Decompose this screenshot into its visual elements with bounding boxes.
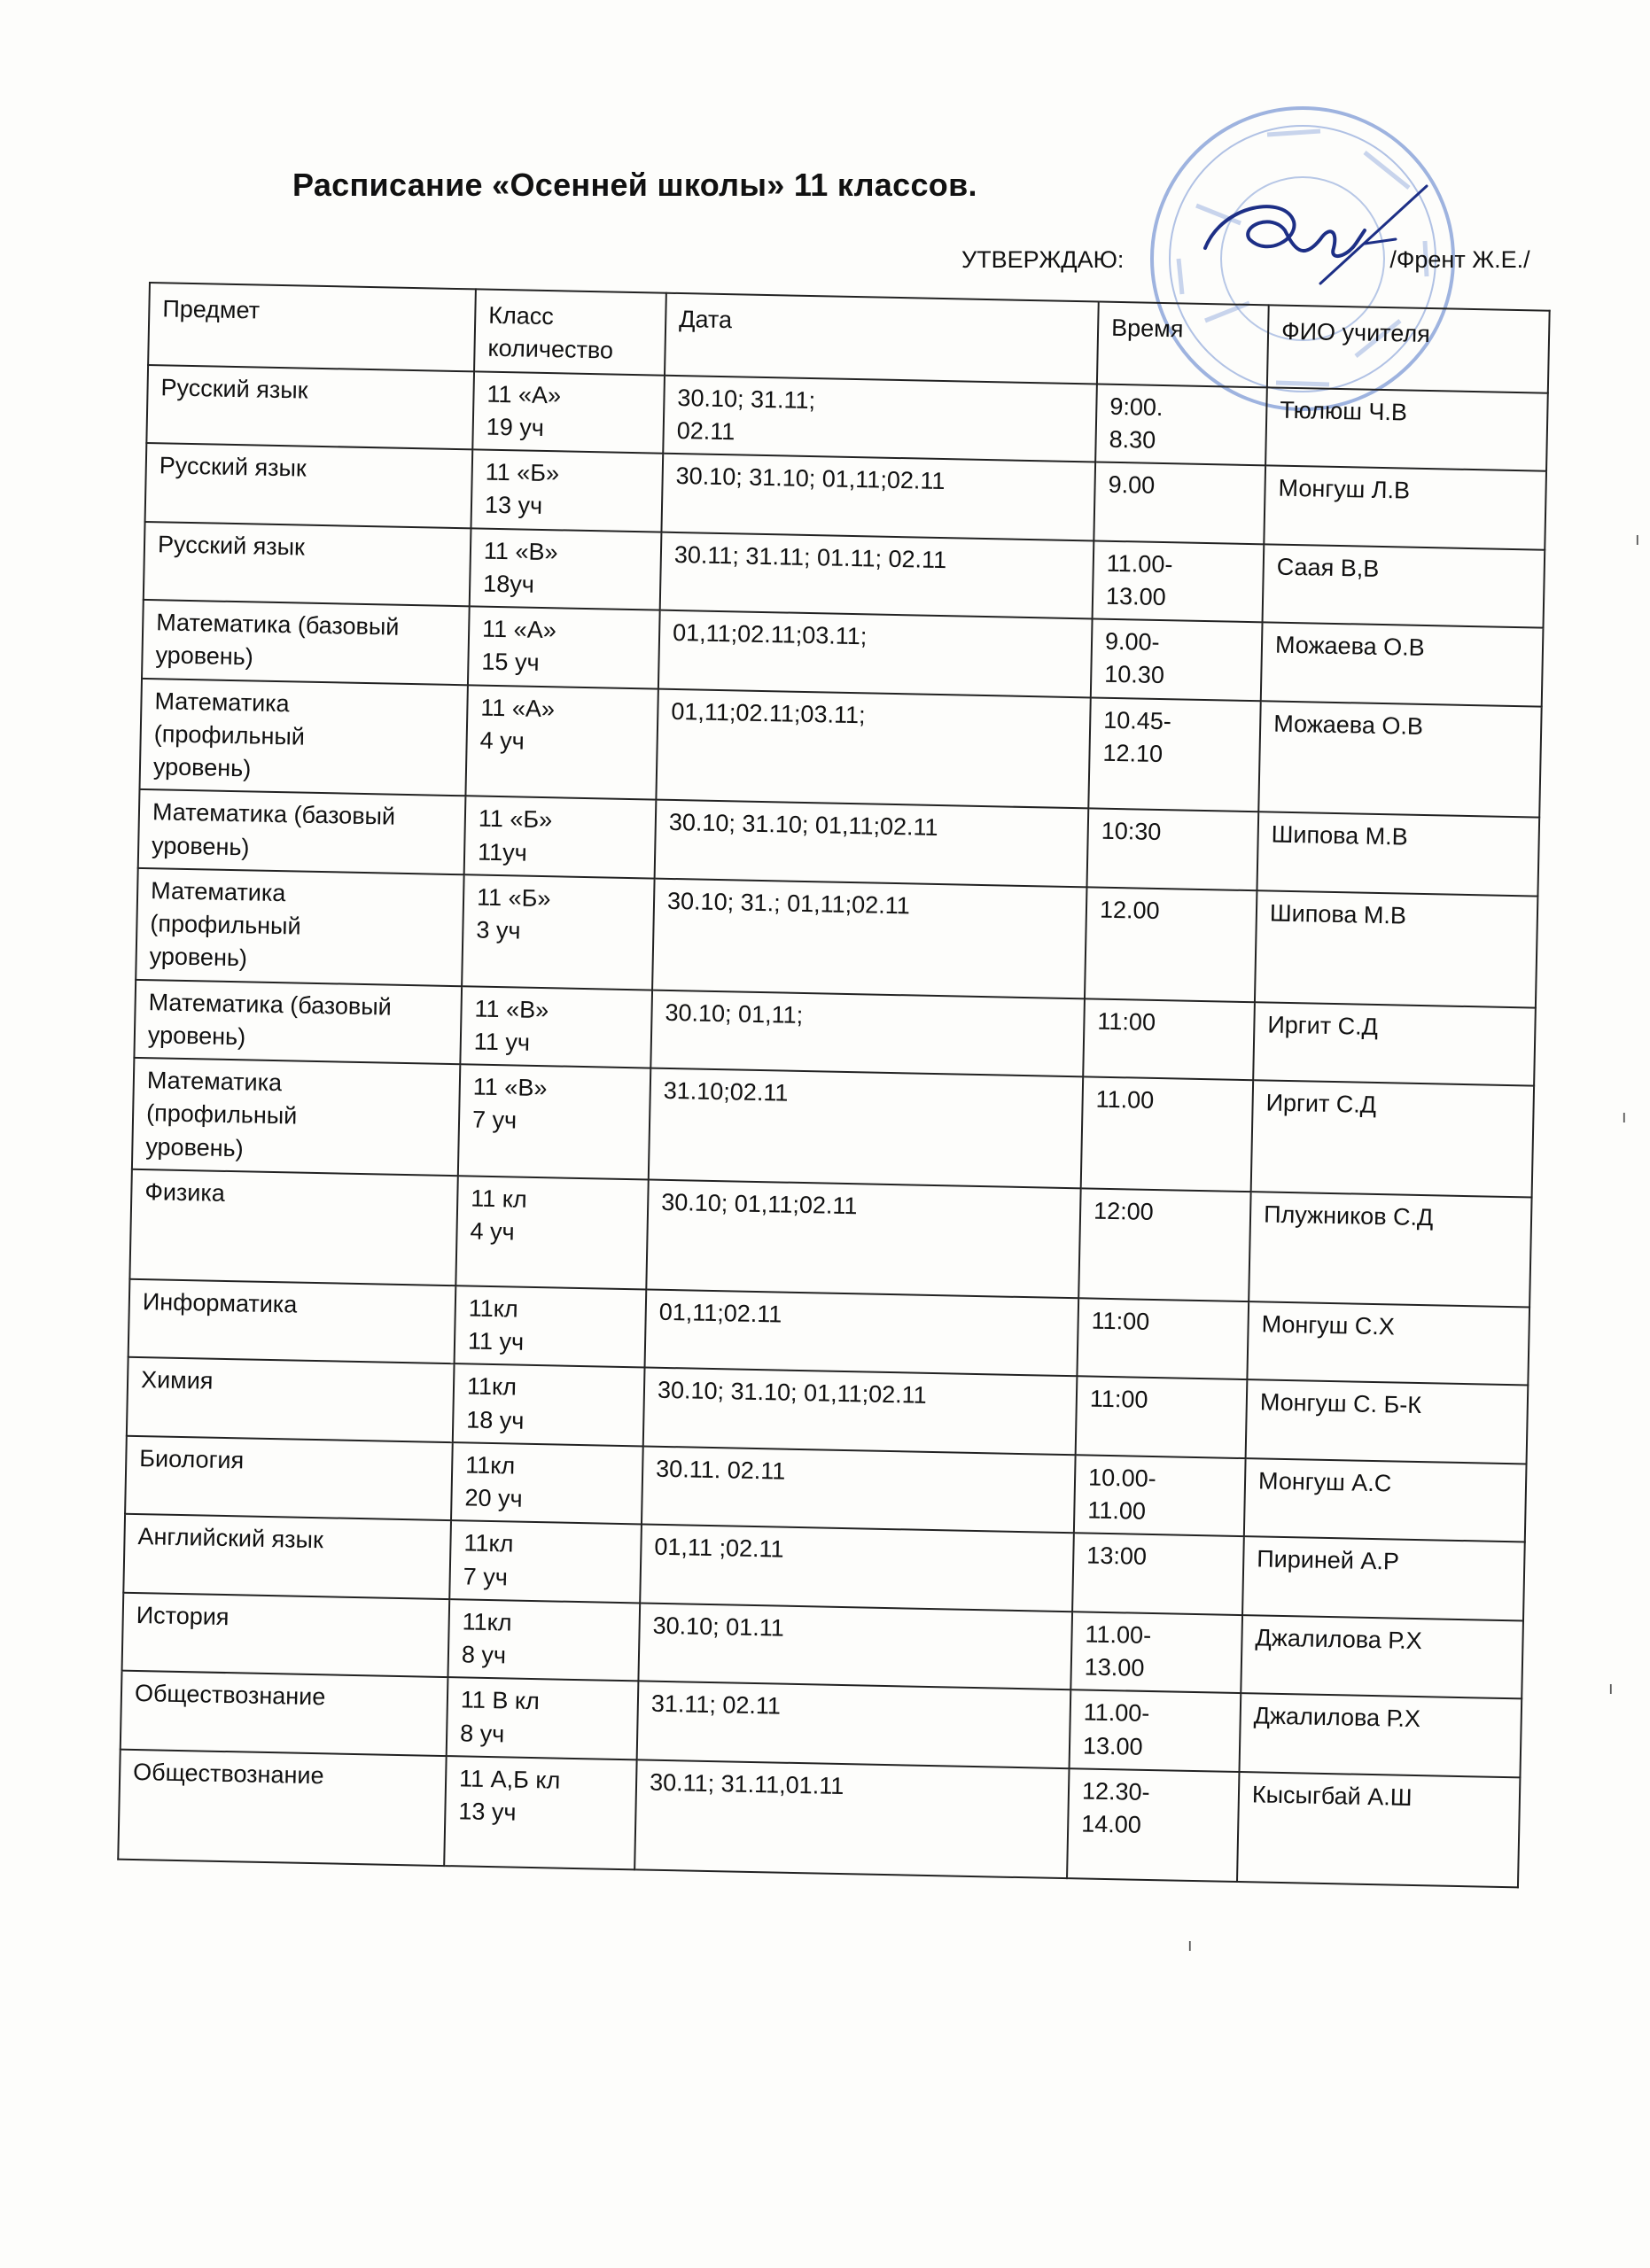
cell-time bbox=[1067, 1768, 1239, 1882]
cell-subject bbox=[129, 1169, 457, 1285]
cell-class-line: 11кл bbox=[466, 1372, 518, 1401]
cell-class-line: 11 «Б» bbox=[476, 883, 551, 912]
cell-class bbox=[465, 685, 658, 800]
cell-subject-line: уровень) bbox=[145, 1132, 244, 1161]
cell-date-line: 31.11; 02.11 bbox=[650, 1689, 782, 1720]
cell-time bbox=[1094, 462, 1265, 543]
cell-time bbox=[1074, 1455, 1246, 1536]
cell-time-line: 13:00 bbox=[1086, 1542, 1148, 1571]
cell-time-line: 11.00- bbox=[1083, 1698, 1150, 1728]
cell-date-line: 01,11;02.11;03.11; bbox=[672, 618, 868, 650]
cell-teacher: Кысыгбай А.Ш bbox=[1237, 1772, 1520, 1887]
cell-class-line: 15 уч bbox=[481, 648, 540, 677]
cell-teacher: Джалилова Р.Х bbox=[1239, 1693, 1522, 1777]
cell-subject bbox=[144, 521, 471, 606]
cell-subject bbox=[136, 868, 463, 986]
cell-date-line: 30.10; 31.; 01,11;02.11 bbox=[666, 887, 911, 920]
cell-time bbox=[1070, 1689, 1241, 1771]
cell-date-line: 01,11;02.11;03.11; bbox=[671, 697, 866, 728]
cell-date bbox=[650, 990, 1085, 1076]
cell-subject-line: уровень) bbox=[151, 831, 250, 860]
cell-class bbox=[448, 1599, 640, 1682]
cell-time-line: 13.00 bbox=[1084, 1653, 1145, 1682]
cell-time-line: 12:00 bbox=[1093, 1197, 1155, 1225]
cell-time-line: 9.00 bbox=[1108, 470, 1156, 499]
cell-subject-line: уровень) bbox=[147, 1021, 246, 1051]
cell-subject bbox=[123, 1514, 451, 1599]
cell-class bbox=[472, 371, 665, 454]
cell-subject-line: (профильный bbox=[153, 719, 306, 750]
cell-subject-line: уровень) bbox=[149, 943, 248, 972]
col-header-date: Дата bbox=[665, 293, 1099, 384]
cell-date bbox=[646, 1179, 1080, 1298]
cell-time-line: 9.00- bbox=[1104, 627, 1160, 656]
cell-subject-line: Русский язык bbox=[157, 530, 306, 561]
cell-class-line: 11кл bbox=[464, 1451, 516, 1480]
cell-class-line: 8 уч bbox=[459, 1719, 505, 1747]
col-header-class-line2: количество bbox=[487, 334, 614, 364]
cell-teacher: Монгуш С. Б-К bbox=[1246, 1379, 1529, 1464]
cell-class bbox=[451, 1442, 643, 1525]
cell-time-line: 10.45- bbox=[1102, 706, 1172, 734]
cell-time-line: 11:00 bbox=[1089, 1385, 1148, 1414]
cell-class bbox=[471, 449, 663, 532]
col-header-time: Время bbox=[1097, 302, 1269, 387]
cell-time bbox=[1085, 887, 1257, 1002]
col-header-class-line1: Класс bbox=[488, 301, 555, 330]
cell-date bbox=[660, 532, 1094, 618]
cell-subject-line: Русский язык bbox=[160, 373, 308, 404]
cell-class-line: 11 «А» bbox=[480, 694, 556, 722]
cell-subject bbox=[134, 979, 462, 1064]
cell-class-line: 20 уч bbox=[464, 1484, 523, 1512]
cell-teacher: Тюлюш Ч.В bbox=[1265, 387, 1548, 471]
cell-class-line: 11 уч bbox=[473, 1028, 531, 1056]
cell-class-line: 19 уч bbox=[486, 413, 545, 441]
schedule-table bbox=[117, 282, 1550, 1888]
cell-time bbox=[1088, 697, 1260, 812]
margin-mark: ı bbox=[1622, 1107, 1627, 1127]
cell-class-line: 11 «А» bbox=[486, 380, 562, 408]
cell-class-line: 4 уч bbox=[479, 726, 525, 755]
cell-date bbox=[661, 454, 1095, 540]
cell-teacher: Можаева О.В bbox=[1258, 701, 1541, 818]
cell-time-line: 10.30 bbox=[1104, 660, 1165, 689]
cell-subject-line: Английский язык bbox=[137, 1523, 324, 1554]
cell-teacher: Пириней А.Р bbox=[1242, 1536, 1525, 1620]
cell-class-line: 11 «Б» bbox=[485, 458, 560, 487]
cell-time bbox=[1095, 384, 1267, 465]
cell-time-line: 10.00- bbox=[1087, 1464, 1156, 1492]
margin-mark: ı bbox=[1187, 1936, 1193, 1955]
cell-subject bbox=[145, 443, 473, 528]
cell-subject-line: История bbox=[136, 1601, 230, 1630]
cell-date-line: 01,11;02.11 bbox=[658, 1298, 782, 1328]
cell-date bbox=[652, 878, 1086, 998]
cell-time-line: 11.00- bbox=[1106, 549, 1173, 578]
cell-date-line: 30.10; 01.11 bbox=[652, 1612, 785, 1642]
cell-date-line: 30.10; 31.10; 01,11;02.11 bbox=[668, 809, 938, 842]
cell-time bbox=[1093, 540, 1265, 622]
cell-class-line: 7 уч bbox=[463, 1562, 509, 1590]
cell-date-line: 30.11; 31.11; 01.11; 02.11 bbox=[673, 540, 947, 573]
cell-teacher: Монгуш А.С bbox=[1244, 1458, 1527, 1542]
cell-subject-line: Информатика bbox=[142, 1287, 298, 1318]
cell-class-line: 18 уч bbox=[466, 1405, 525, 1434]
cell-time-line: 11:00 bbox=[1097, 1007, 1156, 1036]
cell-class-line: 11 «В» bbox=[483, 537, 558, 565]
cell-teacher: Джалилова Р.Х bbox=[1241, 1615, 1523, 1699]
cell-time-line: 10:30 bbox=[1101, 817, 1162, 846]
cell-date bbox=[663, 375, 1097, 462]
cell-teacher: Иргит С.Д bbox=[1253, 1002, 1536, 1086]
cell-date-line: 30.11; 31.11,01.11 bbox=[649, 1768, 844, 1799]
cell-subject-line: Математика bbox=[154, 687, 290, 717]
cell-time-line: 11.00- bbox=[1085, 1620, 1152, 1649]
cell-subject bbox=[121, 1671, 448, 1756]
cell-subject-line: уровень) bbox=[152, 753, 252, 782]
cell-class bbox=[460, 986, 652, 1068]
cell-time-line: 11.00 bbox=[1087, 1496, 1147, 1525]
cell-class-line: 11 «Б» bbox=[478, 804, 553, 834]
cell-time bbox=[1072, 1533, 1244, 1614]
cell-class-line: 11уч bbox=[477, 838, 528, 866]
cell-time bbox=[1070, 1612, 1242, 1693]
cell-time-line: 9:00. bbox=[1109, 392, 1164, 421]
cell-time bbox=[1087, 809, 1259, 890]
cell-class-line: 11 «В» bbox=[472, 1073, 548, 1102]
cell-class-line: 11 «В» bbox=[474, 995, 549, 1023]
cell-subject bbox=[125, 1436, 453, 1521]
cell-class-line: 11кл bbox=[462, 1608, 512, 1636]
cell-date bbox=[649, 1068, 1083, 1189]
cell-class-line: 7 уч bbox=[471, 1106, 518, 1134]
cell-date-line: 30.10; 01,11; bbox=[665, 998, 804, 1029]
col-header-subject: Предмет bbox=[148, 283, 476, 371]
cell-class-line: 4 уч bbox=[470, 1217, 515, 1246]
cell-time bbox=[1078, 1188, 1250, 1301]
cell-class-line: 11кл bbox=[463, 1529, 514, 1557]
cell-time bbox=[1076, 1377, 1248, 1458]
cell-time-line: 11:00 bbox=[1091, 1307, 1150, 1335]
cell-class bbox=[470, 528, 662, 610]
cell-teacher: Саая В,В bbox=[1263, 544, 1545, 628]
margin-mark: ı bbox=[1608, 1679, 1614, 1698]
cell-date bbox=[638, 1603, 1072, 1689]
cell-date-line: 30.10; 31.10; 01,11;02.11 bbox=[675, 462, 946, 495]
cell-class bbox=[458, 1064, 650, 1179]
cell-time bbox=[1077, 1298, 1249, 1379]
cell-date bbox=[645, 1289, 1079, 1376]
cell-subject bbox=[127, 1357, 455, 1442]
cell-class-line: 11 кл bbox=[471, 1184, 528, 1213]
schedule-body bbox=[118, 365, 1548, 1888]
cell-class-line: 18уч bbox=[482, 570, 535, 598]
cell-date-line: 02.11 bbox=[676, 416, 735, 446]
cell-class bbox=[464, 796, 657, 879]
cell-subject bbox=[118, 1749, 446, 1865]
margin-mark: ı bbox=[1635, 530, 1640, 549]
approver-name: /Френт Ж.Е./ bbox=[1389, 246, 1530, 273]
cell-teacher: Шипова М.В bbox=[1257, 812, 1539, 897]
cell-subject-line: Математика (базовый bbox=[155, 609, 400, 641]
cell-date-line: 30.10; 01,11;02.11 bbox=[660, 1188, 858, 1220]
cell-class bbox=[455, 1176, 648, 1289]
cell-subject-line: Математика (базовый bbox=[152, 798, 396, 830]
cell-time-line: 13.00 bbox=[1105, 582, 1166, 610]
cell-time-line: 12.10 bbox=[1102, 739, 1164, 767]
cell-date bbox=[634, 1759, 1069, 1878]
cell-subject-line: Обществознание bbox=[134, 1680, 326, 1711]
cell-subject-line: Обществознание bbox=[132, 1758, 324, 1790]
cell-time bbox=[1091, 618, 1263, 700]
cell-class-line: 11 уч bbox=[467, 1327, 525, 1355]
cell-subject-line: Биология bbox=[139, 1444, 245, 1474]
cell-subject bbox=[122, 1592, 450, 1677]
cell-subject-line: Математика bbox=[146, 1067, 283, 1097]
cell-class-line: 11 В кл bbox=[460, 1686, 541, 1715]
cell-time-line: 12.00 bbox=[1099, 896, 1160, 924]
cell-teacher: Можаева О.В bbox=[1261, 622, 1544, 706]
cell-date bbox=[656, 688, 1090, 809]
cell-subject bbox=[146, 365, 474, 450]
col-header-teacher: ФИО учителя bbox=[1267, 305, 1550, 392]
cell-date-line: 30.10; 31.10; 01,11;02.11 bbox=[657, 1377, 928, 1410]
cell-subject-line: Русский язык bbox=[159, 452, 307, 482]
cell-subject-line: Математика (базовый bbox=[148, 988, 393, 1021]
cell-class bbox=[447, 1677, 639, 1759]
cell-subject-line: Математика bbox=[150, 876, 286, 906]
cell-class-line: 13 уч bbox=[484, 491, 543, 520]
cell-class bbox=[444, 1756, 636, 1869]
cell-class bbox=[468, 606, 660, 688]
cell-subject bbox=[138, 789, 466, 874]
cell-time bbox=[1081, 1076, 1253, 1192]
cell-date bbox=[640, 1525, 1074, 1612]
cell-date bbox=[658, 610, 1093, 697]
cell-subject bbox=[139, 678, 467, 796]
cell-class bbox=[462, 874, 654, 990]
cell-subject-line: Физика bbox=[144, 1177, 226, 1207]
cell-time-line: 12.30- bbox=[1081, 1777, 1150, 1806]
cell-teacher: Монгуш С.Х bbox=[1247, 1301, 1529, 1386]
cell-class-line: 13 уч bbox=[458, 1798, 517, 1826]
cell-teacher: Монгуш Л.В bbox=[1264, 465, 1546, 549]
cell-time-line: 13.00 bbox=[1082, 1731, 1143, 1760]
cell-date bbox=[655, 800, 1089, 887]
cell-class-line: 8 уч bbox=[461, 1641, 507, 1669]
cell-class-line: 11 «А» bbox=[481, 615, 557, 644]
cell-class-line: 11кл bbox=[468, 1294, 519, 1323]
cell-date bbox=[637, 1682, 1071, 1768]
cell-subject-line: уровень) bbox=[155, 641, 254, 671]
cell-class-line: 11 А,Б кл bbox=[458, 1765, 561, 1794]
col-header-class bbox=[474, 289, 666, 375]
cell-subject bbox=[142, 600, 470, 685]
cell-class-line: 3 уч bbox=[476, 916, 521, 944]
cell-teacher: Плужников С.Д bbox=[1249, 1192, 1531, 1307]
cell-teacher: Иргит С.Д bbox=[1251, 1080, 1534, 1197]
cell-subject-line: (профильный bbox=[145, 1099, 298, 1130]
cell-time-line: 14.00 bbox=[1080, 1810, 1142, 1838]
cell-subject bbox=[132, 1058, 460, 1176]
cell-date-line: 01,11 ;02.11 bbox=[654, 1533, 784, 1563]
cell-class bbox=[449, 1520, 642, 1603]
cell-date-line: 30.10; 31.11; bbox=[677, 384, 816, 414]
cell-time bbox=[1083, 998, 1255, 1080]
signature bbox=[1187, 177, 1453, 301]
cell-subject-line: Химия bbox=[140, 1366, 214, 1394]
approve-label: УТВЕРЖДАЮ: bbox=[961, 246, 1125, 273]
cell-time-line: 11.00 bbox=[1095, 1085, 1155, 1114]
cell-subject-line: (профильный bbox=[150, 910, 301, 940]
cell-date bbox=[642, 1446, 1076, 1533]
cell-teacher: Шипова М.В bbox=[1255, 890, 1537, 1007]
cell-class bbox=[455, 1285, 647, 1368]
page-title: Расписание «Осенней школы» 11 классов. bbox=[292, 167, 977, 203]
approval-line bbox=[961, 246, 1530, 274]
cell-subject bbox=[128, 1279, 456, 1364]
cell-time-line: 8.30 bbox=[1109, 425, 1156, 454]
cell-date-line: 30.11. 02.11 bbox=[655, 1455, 786, 1485]
cell-class bbox=[453, 1363, 645, 1446]
cell-date-line: 31.10;02.11 bbox=[663, 1076, 789, 1107]
cell-date bbox=[643, 1368, 1078, 1455]
